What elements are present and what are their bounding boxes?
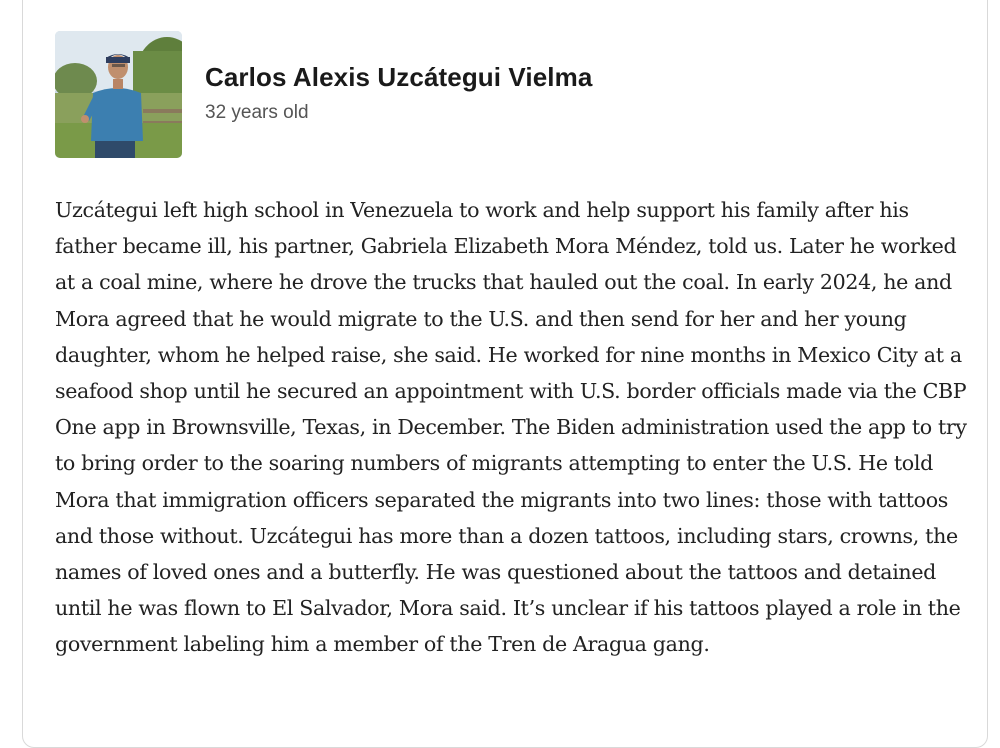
person-age: 32 years old: [205, 102, 309, 123]
person-name: Carlos Alexis Uzcátegui Vielma: [205, 62, 593, 92]
person-photo-icon: [55, 31, 182, 158]
profile-photo: [55, 31, 182, 158]
biography-text: Uzcátegui left high school in Venezuela to work and help support his family after his father became ill, his partner, Gabriela Elizabeth Mora Méndez, told us. Later he worked at a coal mine, where he drove the trucks that hauled out the coal. In early 2024, he and Mora agreed that he would migrate to the U.S. and then send for her and her young daughter, whom he helped raise, she said. He worked for nine months in Mexico City at a seafood shop until he secured an appointment with U.S. border officials made via the CBP One app in Brownsville, Texas, in December. The Biden administration used the app to try to bring order to the soaring numbers of migrants attempting to enter the U.S. He told Mora that immigration officers separated the migrants into two lines: those with tattoos and those without. Uzcátegui has more than a dozen tattoos, including stars, crowns, the names of loved ones and a butterfly. He was questioned about the tattoos and detained until he was flown to El Salvador, Mora said. It’s unclear if his tattoos played a role in the government labeling him a member of the Tren de Aragua gang.: [55, 198, 967, 657]
